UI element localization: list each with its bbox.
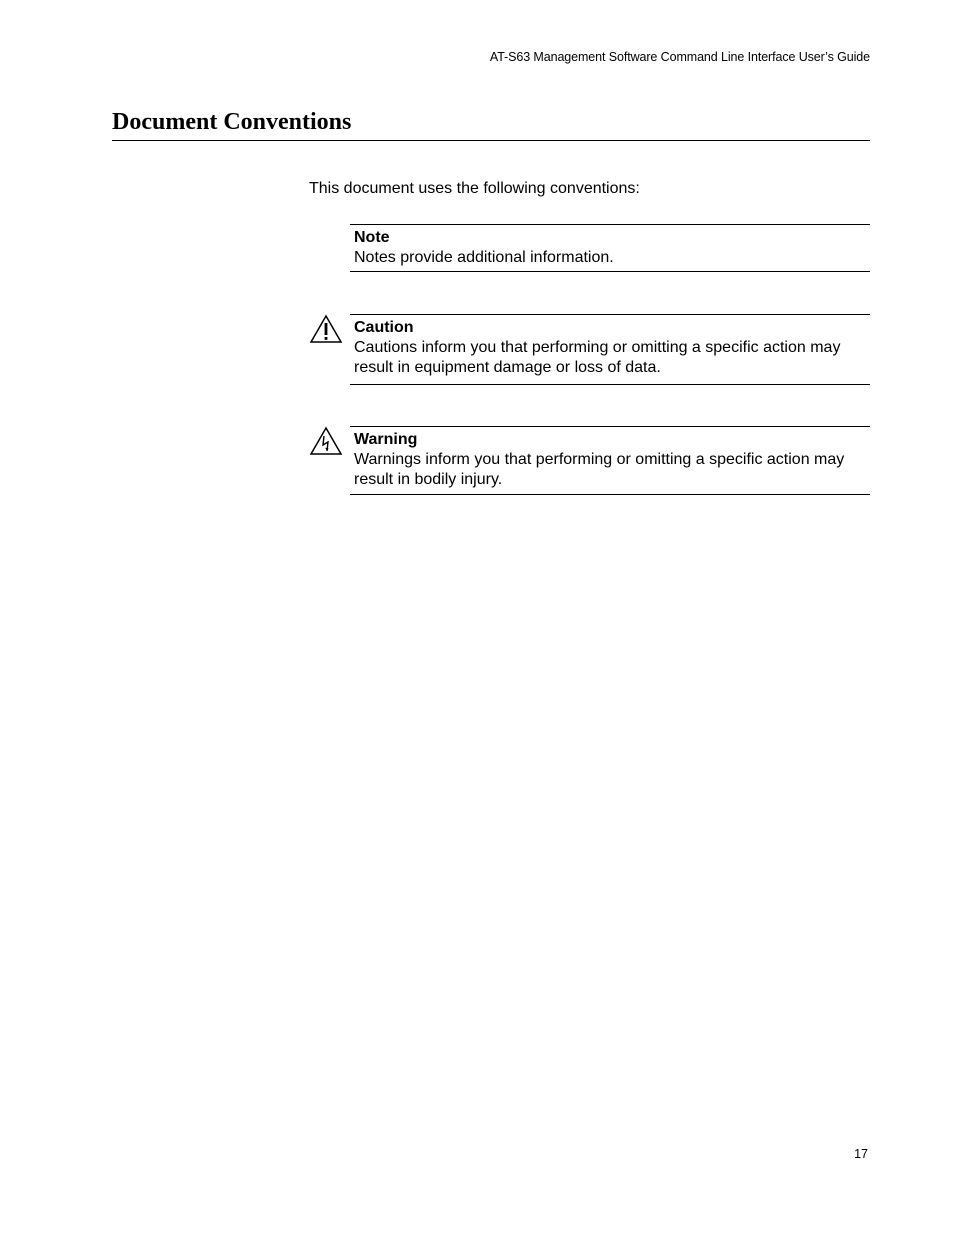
warning-text: Warnings inform you that performing or omitting a specific action may result in bodily injury. [354, 451, 845, 488]
note-label: Note [354, 229, 390, 246]
warning-label: Warning [354, 431, 418, 448]
page-number: 17 [854, 1147, 868, 1161]
note-box [350, 224, 870, 272]
warning-box [350, 426, 870, 495]
caution-box [350, 314, 870, 385]
section-title: Document Conventions [112, 109, 352, 135]
warning-icon [309, 426, 343, 456]
intro-paragraph: This document uses the following conventions: [309, 180, 640, 197]
section-title-rule [112, 140, 870, 141]
caution-text: Cautions inform you that performing or omitting a specific action may result in equipment damage or loss of data. [354, 339, 841, 376]
caution-icon [309, 314, 343, 344]
caution-label: Caution [354, 319, 414, 336]
note-text: Notes provide additional information. [354, 249, 614, 266]
running-header: AT-S63 Management Software Command Line Interface User’s Guide [489, 50, 870, 64]
